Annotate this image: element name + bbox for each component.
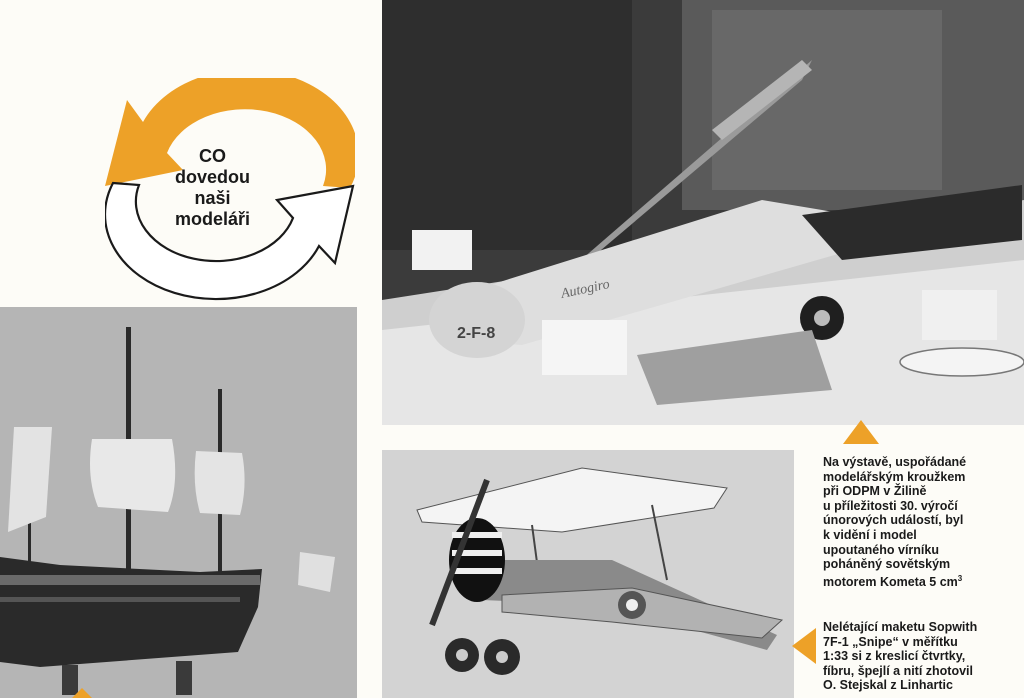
caption-line: poháněný sovětským (823, 557, 951, 572)
caption-line: O. Stejskal z Linhartic (823, 678, 953, 693)
plane-signature: Autogiro (559, 276, 612, 302)
caption-line: únorových událostí, byl (823, 513, 964, 528)
caption-line: Nelétající maketu Sopwith (823, 620, 978, 634)
pointer-up-marker (843, 420, 879, 444)
caption-line: při ODPM v Žilině (823, 484, 927, 499)
caption-line-last (823, 572, 966, 590)
biplane-photo (382, 450, 794, 698)
caption-line: k vidění i model (823, 527, 917, 542)
plane-registration: 2-F-8 (457, 325, 496, 342)
title-line: naši (194, 188, 231, 208)
cabin-plane-photo (382, 0, 1024, 425)
caption-line: motorem Kometa 5 cm (823, 574, 958, 589)
title-line: modeláři (175, 209, 251, 229)
caption-line: 1:33 si z kreslicí čtvrtky, (823, 649, 966, 664)
caption-sopwith (823, 620, 977, 693)
pointer-left-marker (792, 628, 816, 664)
title-line: CO (199, 146, 227, 166)
caption-line: Na výstavě, uspořádané (823, 455, 967, 469)
caption-line: modelářským kroužkem (823, 469, 966, 484)
caption-line: upoutaného vírníku (823, 542, 939, 557)
caption-superscript: 3 (957, 573, 963, 583)
caption-exhibition (823, 455, 966, 590)
caption-line: fíbru, špejlí a nití zhotovil (823, 663, 974, 678)
ship-photo (0, 307, 357, 698)
title-line: dovedou (175, 167, 251, 187)
caption-line: u příležitosti 30. výročí (823, 498, 958, 513)
caption-line: 7F-1 „Snipe“ v měřítku (823, 634, 958, 649)
page-title (175, 146, 250, 230)
pointer-up-marker (72, 688, 92, 698)
